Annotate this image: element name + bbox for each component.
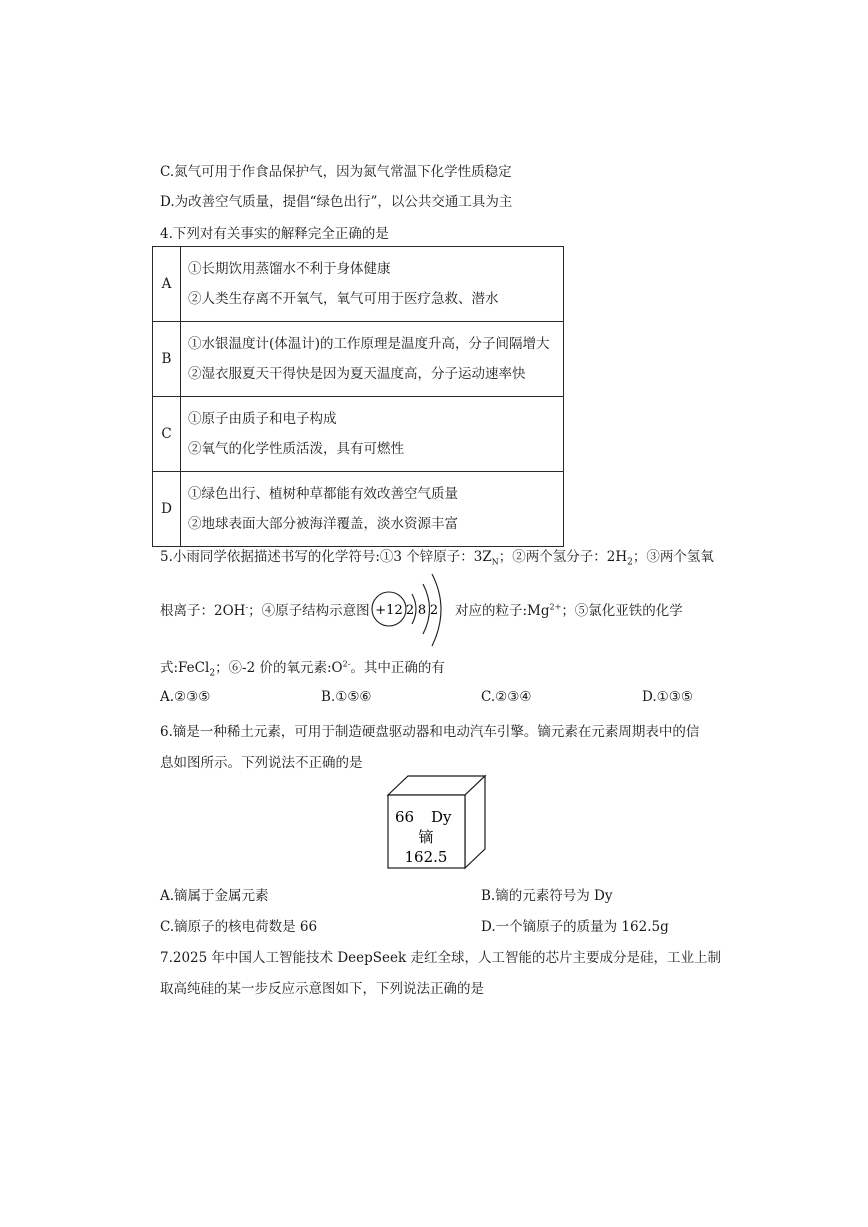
q4-stem: 4.下列对有关事实的解释完全正确的是 [160,226,389,242]
q5-option-b: B.①⑤⑥ [321,689,372,705]
option-letter: A [153,247,181,322]
atomic-mass: 162.5 [404,848,448,866]
statement: ①长期饮用蒸馏水不利于身体健康 [188,261,391,277]
option-content [181,247,564,322]
q5-sup: - [245,602,249,612]
q6-option-a: A.镝属于金属元素 [160,888,269,904]
q5-text: 5.小雨同学依据描述书写的化学符号:①3 个锌原子：3Z [160,549,492,565]
atom-structure-diagram [368,572,454,650]
statement: ①水银温度计(体温计)的工作原理是温度升高，分子间隔增大 [188,336,550,352]
shell-electrons-3: 2 [429,603,439,618]
q6-option-c: C.镝原子的核电荷数是 66 [160,919,318,935]
q5-text: 式:FeCl [160,660,210,676]
q5-line2-right [455,599,683,619]
q5-option-c: C.②③④ [481,689,532,705]
q5-line1 [160,545,714,568]
element-name: 镝 [418,828,434,846]
statement: ①绿色出行、植树种草都能有效改善空气质量 [188,486,458,502]
q7-line1: 7.2025 年中国人工智能技术 DeepSeek 走红全球，人工智能的芯片主要成分是硅，工业上制 [160,950,721,966]
q6-option-d: D.一个镝原子的质量为 162.5g [481,919,669,935]
q5-text: 对应的粒子:Mg [455,603,550,619]
q5-text: ；④原子结构示意图 [248,603,370,619]
table-row [153,472,564,547]
q5-sub: 2 [627,557,633,568]
option-letter: D [153,472,181,547]
option-letter: B [153,322,181,397]
q5-option-d: D.①③⑤ [642,689,693,705]
q5-text: ；⑥-2 价的氧元素:O [215,660,343,676]
shell-electrons-2: 8 [417,603,427,618]
q3-option-d: D.为改善空气质量，提倡“绿色出行”，以公共交通工具为主 [160,194,513,210]
q5-sup: 2- [342,659,351,669]
statement: ②氧气的化学性质活泼，具有可燃性 [188,441,404,457]
q6-option-b: B.镝的元素符号为 Dy [481,888,613,904]
q5-text: 。其中正确的有 [350,660,445,676]
nucleus-charge: +12 [375,603,403,618]
option-content [181,472,564,547]
q5-sup: 2+ [549,602,562,612]
q4-options-table [152,246,564,547]
option-content [181,397,564,472]
atomic-number: 66 [395,808,415,826]
table-row [153,397,564,472]
q5-option-a: A.②③⑤ [160,689,211,705]
q5-text: ；②两个氢分子：2H [498,549,628,565]
q5-sub: 2 [209,668,216,679]
q5-text: ；③两个氢氧 [632,549,714,565]
q6-line1: 6.镝是一种稀土元素，可用于制造硬盘驱动器和电动汽车引擎。镝元素在元素周期表中的信 [160,724,700,740]
table-row [153,322,564,397]
q5-line3 [160,656,445,679]
shell-electrons-1: 2 [405,603,415,618]
q5-text: ；⑤氯化亚铁的化学 [561,603,683,619]
q5-sub: N [491,557,499,567]
q7-line2: 取高纯硅的某一步反应示意图如下，下列说法正确的是 [160,981,484,997]
element-card-dy [383,772,487,872]
q6-line2: 息如图所示。下列说法不正确的是 [160,755,363,771]
element-symbol: Dy [431,808,452,826]
table-row [153,247,564,322]
q5-line2-left [160,599,370,619]
statement: ②人类生存离不开氧气，氧气可用于医疗急救、潜水 [188,291,499,307]
statement: ①原子由质子和电子构成 [188,411,337,427]
statement: ②地球表面大部分被海洋覆盖，淡水资源丰富 [188,516,458,532]
statement: ②湿衣服夏天干得快是因为夏天温度高，分子运动速率快 [188,366,526,382]
q5-text: 根离子：2OH [160,603,246,619]
option-content [181,322,564,397]
q3-option-c: C.氮气可用于作食品保护气，因为氮气常温下化学性质稳定 [160,164,512,180]
option-letter: C [153,397,181,472]
